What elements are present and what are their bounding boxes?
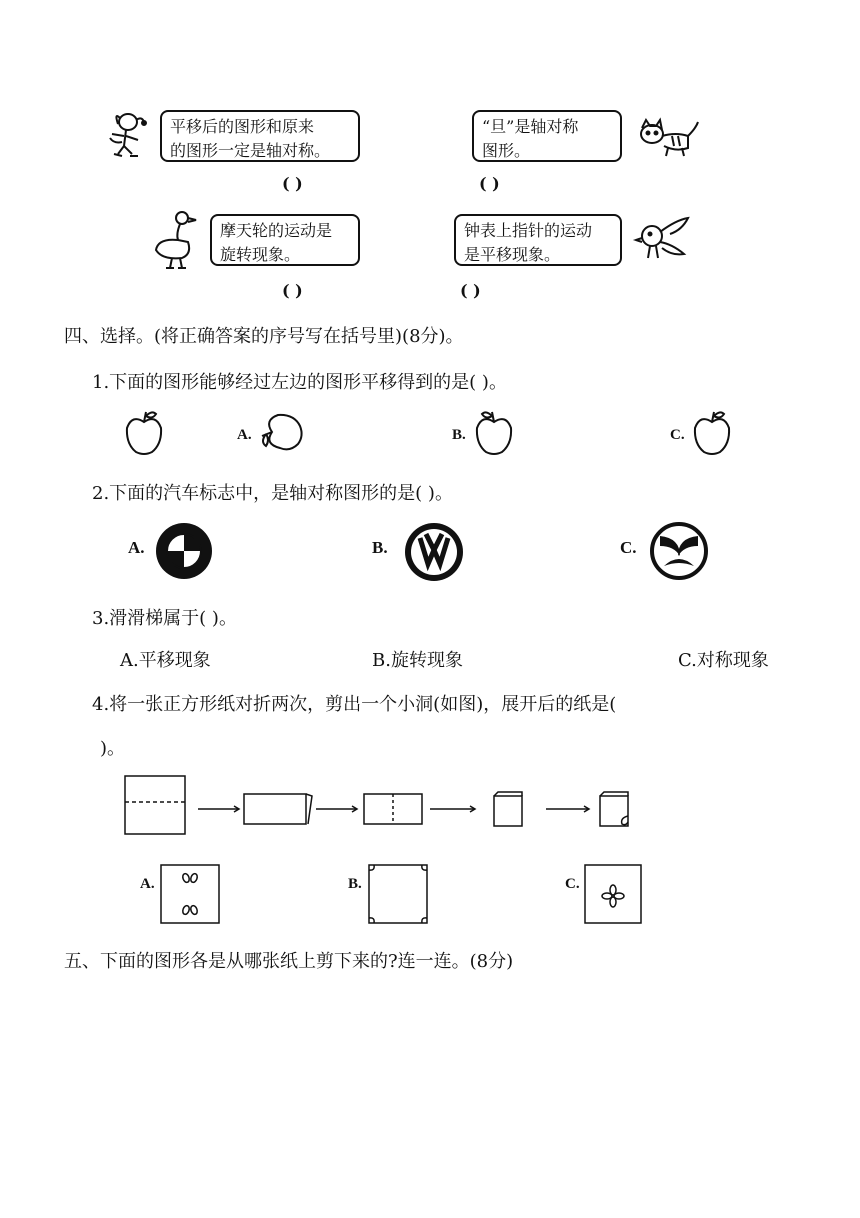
q2-option-a[interactable]: A. <box>128 538 145 557</box>
cat-icon <box>636 118 702 158</box>
answer-paren-4[interactable]: ( ) <box>460 281 481 300</box>
q2-option-b[interactable]: B. <box>372 538 388 557</box>
volkswagen-logo-icon <box>404 522 464 582</box>
statement-bubble-4: 钟表上指针的运动 是平移现象。 <box>454 214 622 266</box>
unfolded-paper-c[interactable] <box>584 864 642 924</box>
q1-option-b[interactable]: B. <box>452 427 466 443</box>
answer-paren-2[interactable]: ( ) <box>479 174 500 193</box>
statement-bubble-1: 平移后的图形和原来 的图形一定是轴对称。 <box>160 110 360 162</box>
apple-icon-rotated <box>260 412 302 456</box>
q3-text: 3.滑滑梯属于( )。 <box>92 608 237 629</box>
folded-cut <box>600 796 628 826</box>
apple-icon <box>124 410 164 456</box>
answer-paren-1[interactable]: ( ) <box>282 174 303 193</box>
q4-option-b[interactable]: B. <box>348 876 362 892</box>
q4-text-line1: 4.将一张正方形纸对折两次，剪出一个小洞(如图)，展开后的纸是( <box>92 694 617 715</box>
section4-title: 四、选择。(将正确答案的序号写在括号里)(8分)。 <box>64 326 464 347</box>
statement-bubble-2: “旦”是轴对称 图形。 <box>472 110 622 162</box>
q2-option-c[interactable]: C. <box>620 538 637 557</box>
unfolded-paper-a[interactable] <box>160 864 220 924</box>
q4-option-a[interactable]: A. <box>140 876 155 892</box>
q4-option-c[interactable]: C. <box>565 876 580 892</box>
bird-icon <box>636 214 692 266</box>
paper-folding-sequence <box>120 772 640 838</box>
q1-option-c[interactable]: C. <box>670 427 685 443</box>
square-paper <box>125 776 185 834</box>
q4-text-line2: )。 <box>100 738 126 759</box>
q3-option-b[interactable]: B.旋转现象 <box>372 650 463 671</box>
apple-icon-b <box>474 410 514 456</box>
apple-icon-c <box>692 410 732 456</box>
statement-bubble-3: 摩天轮的运动是 旋转现象。 <box>210 214 360 266</box>
unfolded-paper-b[interactable] <box>368 864 428 924</box>
bmw-logo-icon <box>155 522 213 580</box>
folded-twice <box>494 796 522 826</box>
q2-text: 2.下面的汽车标志中，是轴对称图形的是( )。 <box>92 483 453 504</box>
goose-icon <box>152 210 198 270</box>
q1-text: 1.下面的图形能够经过左边的图形平移得到的是( )。 <box>92 372 507 393</box>
q3-option-c[interactable]: C.对称现象 <box>678 650 769 671</box>
folded-once <box>244 794 306 824</box>
answer-paren-3[interactable]: ( ) <box>282 281 303 300</box>
section5-title: 五、下面的图形各是从哪张纸上剪下来的?连一连。(8分) <box>64 951 514 972</box>
dog-icon <box>104 110 154 165</box>
q1-option-a[interactable]: A. <box>237 427 252 443</box>
q3-option-a[interactable]: A.平移现象 <box>120 650 211 671</box>
dongfeng-logo-icon <box>650 522 708 580</box>
